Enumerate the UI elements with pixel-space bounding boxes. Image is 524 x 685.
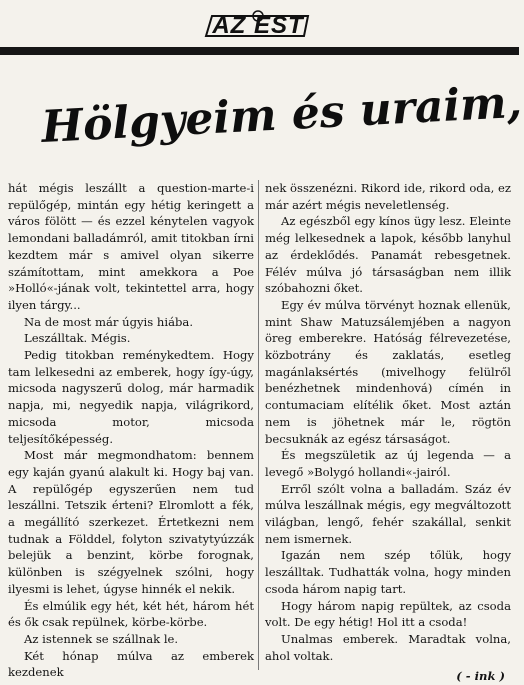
author-signature: ( - ink ) (456, 669, 505, 684)
paragraph: Unalmas emberek. Maradtak volna, ahol voltak. (265, 631, 511, 663)
paragraph: Pedig titokban reménykedtem. Hogy tam lelkesedni az emberek, hogy így-úgy, micsoda nagyszerű dolog, már harmadik napja, mi, negyedik napja, világrikord, micsoda motor, micsoda teljesítőképesség. (8, 348, 254, 446)
masthead (0, 0, 519, 48)
paragraph: Leszálltak. Mégis. (24, 331, 131, 346)
paragraph: Most már megmondhatom: bennem egy kaján gyanú alakult ki. Hogy baj van. A repülőgép egyszerűen nem tud leszállni. Tetszik érteni? Elromlott a fék, a megállító szerkezet. Értetkezni nem tudnak a Földdel, folyton szivatytyúzzák belejük a benzint, körbe forognak, különben is szégyelnek szólni, hogy ilyesmi is lehet, úgyse hinnék el nekik. (8, 448, 254, 596)
paragraph: Na de most már úgyis hiába. (24, 314, 193, 329)
paragraph: hát mégis leszállt a question-marte-i repülőgép, mintán egy hétig keringett a város fölött — és ezzel kénytelen vagyok lemondani balladámról, amit titokban írni kezdtem már s amivel olyan sikerre számítottam, mint amekkora a Poe »Holló«-jának volt, tekintettel arra, hogy ilyen tárgy... (8, 181, 254, 312)
paragraph: És megszületik az új legenda — a levegő »Bolygó hollandi«-jairól. (265, 448, 511, 479)
article-headline: Hölgyeim és uraim, (40, 76, 524, 153)
column-divider (258, 180, 259, 670)
newspaper-logo (202, 10, 314, 42)
paragraph: Erről szólt volna a balladám. Száz év múlva leszállnak mégis, egy megváltozott világban, lengő, fehér szakállal, senkit nem ismernek. (265, 481, 511, 546)
paragraph: Az istennek se szállnak le. (24, 631, 179, 646)
paragraph: Igazán nem szép tőlük, hogy leszálltak. Tudhatták volna, hogy minden csoda három napig tart. (265, 548, 511, 596)
article-column-left (8, 180, 254, 680)
logo-text: AZ EST (212, 12, 304, 39)
paragraph: nek összenézni. Rikord ide, rikord oda, ez már azért mégis neveletlenség. (265, 181, 511, 212)
paragraph: Az egészből egy kínos ügy lesz. Eleinte még lelkesednek a lapok, később lanyhul az érdeklődés. Panamát rebesgetnek. Félév múlva jó társaságban nem illik szóbahozni őket. (265, 214, 511, 296)
paragraph: Egy év múlva törvényt hoznak ellenük, mint Shaw Matuzsálemjében a nagyon öreg emberekre. Hatóság félrevezetése, közbotrány és zaklatás, esetleg magánlaksértés (mivelhogy felülről benézhetnek mindenhová) címén in contumaciam elítélik őket. Most aztán nem is jöhetnek már le, rögtön becsuknák az egész társaságot. (265, 297, 511, 446)
paragraph: Két hónap múlva az emberek kezdenek (8, 648, 254, 680)
paragraph: És elmúlik egy hét, két hét, három hét és ők csak repülnek, körbe-körbe. (8, 598, 254, 630)
paragraph: Hogy három napig repültek, az csoda volt. De egy hétig! Hol itt a csoda! (265, 598, 511, 630)
article-column-right (265, 180, 511, 684)
masthead-rule (0, 47, 519, 55)
